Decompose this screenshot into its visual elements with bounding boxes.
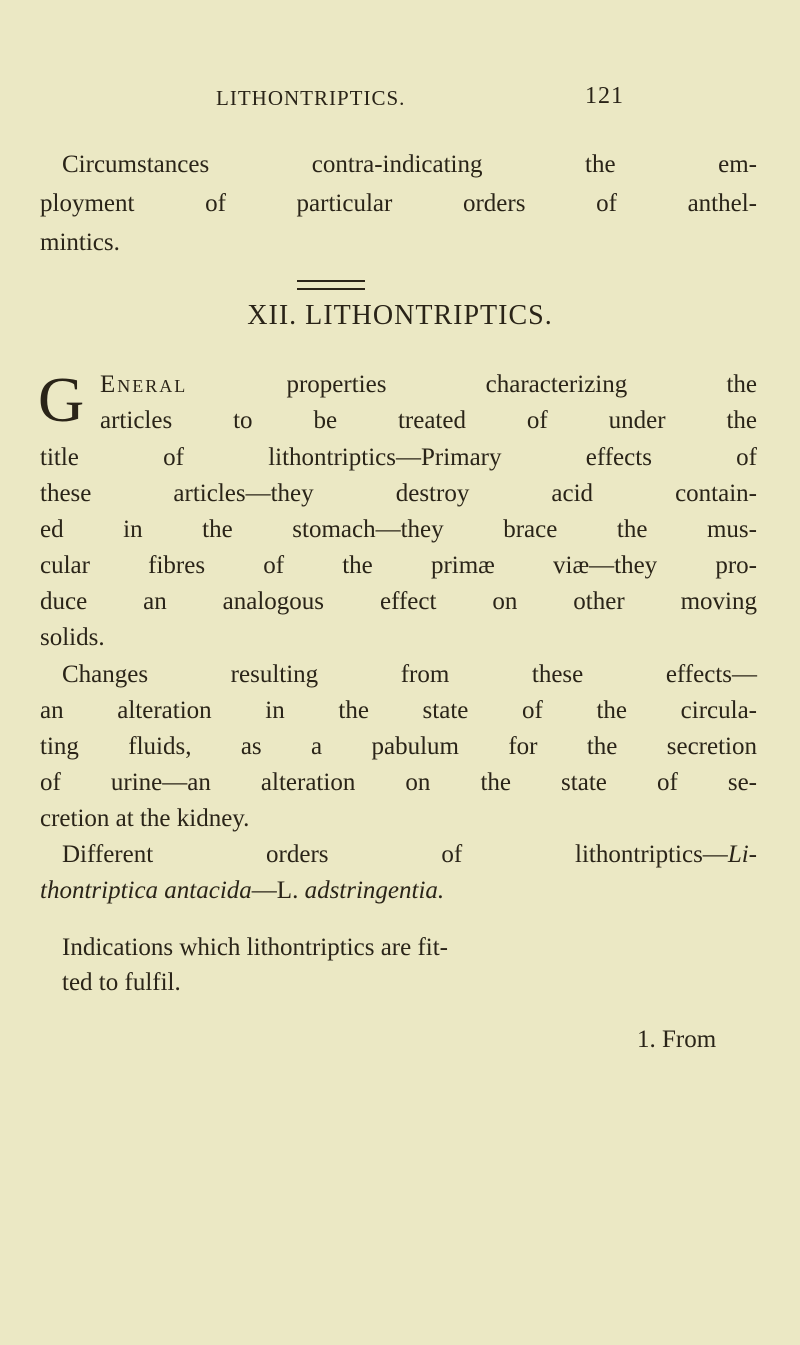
text-line: of urine—an alteration on the state of se- [40, 769, 757, 796]
text-line: ployment of particular orders of anthel- [40, 190, 757, 217]
section-heading: XII. LITHONTRIPTICS. [247, 300, 553, 331]
text-line [40, 876, 757, 906]
italic-span: Li- [727, 841, 757, 868]
text-line: an alteration in the state of the circula- [40, 697, 757, 724]
text-line: Circumstances contra-indicating the em- [62, 151, 757, 178]
italic-span: thontriptica antacida [40, 877, 252, 904]
italic-span: adstringentia. [304, 877, 445, 904]
text-line: ting fluids, as a pabulum for the secretion [40, 733, 757, 760]
page-number: 121 [585, 83, 624, 109]
text-line: cular fibres of the primæ viæ—they pro- [40, 552, 757, 579]
text-line: duce an analogous effect on other moving [40, 588, 757, 615]
text-line: mintics. [40, 229, 120, 256]
running-title: LITHONTRIPTICS. [216, 86, 406, 110]
text-line: Indications which lithontriptics are fit- [62, 934, 449, 961]
text-span: Different orders of lithontriptics— [62, 841, 728, 868]
text-line: ted to fulfil. [62, 969, 181, 996]
smallcaps-word: Eneral [100, 371, 188, 398]
text-span: properties characterizing the [286, 371, 757, 398]
drop-cap: G [38, 364, 85, 435]
text-line: ed in the stomach—they brace the mus- [40, 516, 757, 543]
text-line: solids. [40, 624, 105, 651]
text-line: these articles—they destroy acid contain- [40, 480, 757, 507]
text-line: Changes resulting from these effects— [62, 661, 757, 688]
section-divider [297, 280, 365, 290]
catchword: 1. From [637, 1026, 717, 1053]
text-line: articles to be treated of under the [100, 407, 757, 434]
text-line [100, 370, 757, 400]
text-span: —L. [251, 877, 299, 904]
text-line [62, 840, 757, 870]
text-line: title of lithontriptics—Primary effects of [40, 444, 757, 471]
text-line: cretion at the kidney. [40, 805, 250, 832]
